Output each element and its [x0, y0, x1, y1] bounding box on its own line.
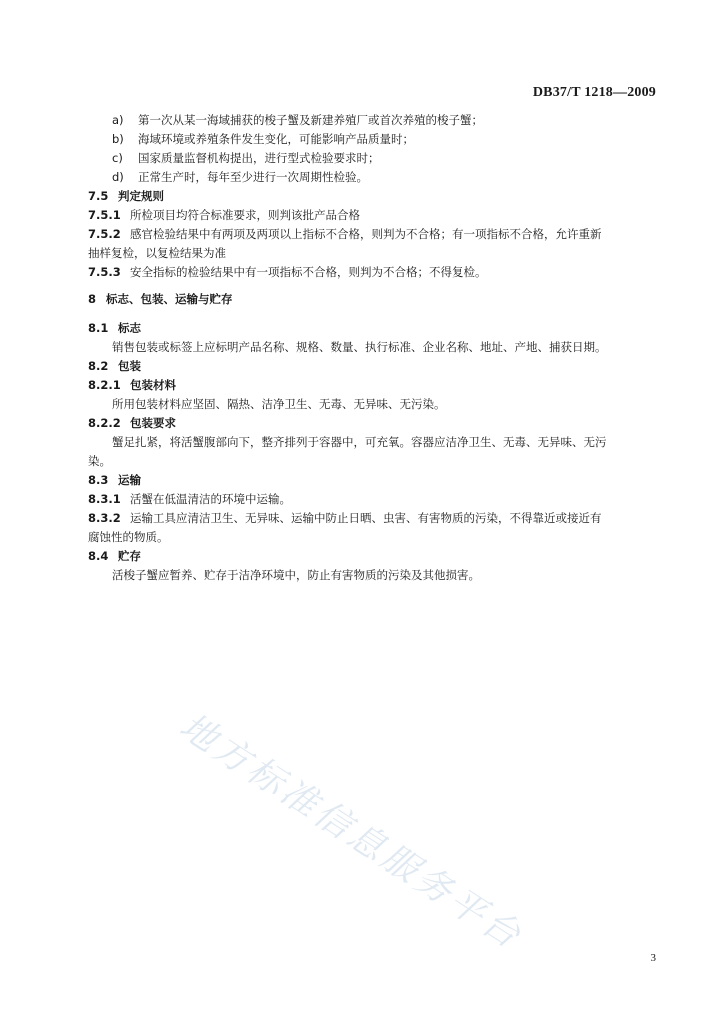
clause-text: 活蟹在低温清洁的环境中运输。: [130, 492, 291, 506]
section-heading-8-2: [88, 358, 141, 374]
section-number: 8.2.2: [88, 416, 121, 430]
section-number: 8: [88, 292, 97, 306]
paragraph-8-4: [112, 567, 480, 583]
list-item-b: [112, 131, 414, 147]
section-title: 标志、包装、运输与贮存: [106, 292, 233, 306]
section-title: 标志: [118, 321, 141, 335]
list-text: 海域环境或养殖条件发生变化，可能影响产品质量时；: [138, 132, 414, 146]
clause-number: 7.5.3: [88, 265, 121, 279]
section-number: 7.5: [88, 189, 109, 203]
list-item-a: [112, 112, 483, 128]
paragraph-8-2-1: [112, 396, 446, 412]
list-item-c: [112, 150, 380, 166]
paragraph-8-2-2-continued: [88, 453, 111, 469]
clause-text: 所检项目均符合标准要求，则判该批产品合格: [130, 208, 360, 222]
section-title: 贮存: [118, 549, 141, 563]
list-marker: d): [112, 170, 124, 184]
clause-7-5-3: [88, 264, 487, 280]
section-heading-8-3: [88, 472, 141, 488]
list-text: 正常生产时，每年至少进行一次周期性检验。: [138, 170, 368, 184]
list-text: 第一次从某一海域捕获的梭子蟹及新建养殖厂或首次养殖的梭子蟹；: [138, 113, 483, 127]
clause-7-5-2-continued: [88, 245, 226, 261]
section-number: 8.2.1: [88, 378, 121, 392]
clause-number: 8.3.2: [88, 511, 121, 525]
section-number: 8.3: [88, 473, 109, 487]
section-number: 8.4: [88, 549, 109, 563]
paragraph-text: 所用包装材料应坚固、隔热、洁净卫生、无毒、无异味、无污染。: [112, 397, 446, 411]
page-number: 3: [650, 952, 656, 964]
section-title: 包装要求: [130, 416, 176, 430]
list-text: 国家质量监督机构提出，进行型式检验要求时；: [138, 151, 380, 165]
section-heading-8-4: [88, 548, 141, 564]
clause-7-5-1: [88, 207, 360, 223]
section-heading-8-2-2: [88, 415, 176, 431]
section-title: 包装: [118, 359, 141, 373]
section-heading-8-1: [88, 320, 141, 336]
section-heading-8-2-1: [88, 377, 176, 393]
clause-text: 运输工具应清洁卫生、无异味、运输中防止日晒、虫害、有害物质的污染，不得靠近或接近有: [130, 511, 602, 525]
watermark-text: 地方标准信息服务平台: [172, 705, 531, 959]
section-title: 判定规则: [118, 189, 164, 203]
section-number: 8.1: [88, 321, 109, 335]
paragraph-text: 蟹足扎紧，将活蟹腹部向下，整齐排列于容器中，可充氧。容器应洁净卫生、无毒、无异味、无污: [112, 435, 607, 449]
paragraph-8-1: [112, 339, 607, 355]
clause-text: 腐蚀性的物质。: [88, 530, 169, 544]
list-marker: b): [112, 132, 124, 146]
section-title: 包装材料: [130, 378, 176, 392]
paragraph-8-2-2: [112, 434, 607, 450]
paragraph-text: 活梭子蟹应暂养、贮存于洁净环境中，防止有害物质的污染及其他损害。: [112, 568, 480, 582]
clause-8-3-1: [88, 491, 291, 507]
section-number: 8.2: [88, 359, 109, 373]
section-title: 运输: [118, 473, 141, 487]
clause-7-5-2: [88, 226, 602, 242]
list-marker: c): [112, 151, 123, 165]
clause-number: 8.3.1: [88, 492, 121, 506]
clause-text: 抽样复检，以复检结果为准: [88, 246, 226, 260]
clause-number: 7.5.2: [88, 227, 121, 241]
clause-text: 感官检验结果中有两项及两项以上指标不合格，则判为不合格；有一项指标不合格，允许重新: [130, 227, 602, 241]
section-heading-7-5: [88, 188, 164, 204]
list-marker: a): [112, 113, 124, 127]
section-heading-8: [88, 291, 233, 307]
paragraph-text: 染。: [88, 454, 111, 468]
document-code: DB37/T 1218—2009: [532, 85, 656, 100]
clause-8-3-2: [88, 510, 602, 526]
paragraph-text: 销售包装或标签上应标明产品名称、规格、数量、执行标准、企业名称、地址、产地、捕获日期。: [112, 340, 607, 354]
clause-number: 7.5.1: [88, 208, 121, 222]
list-item-d: [112, 169, 368, 185]
clause-8-3-2-continued: [88, 529, 169, 545]
clause-text: 安全指标的检验结果中有一项指标不合格，则判为不合格；不得复检。: [130, 265, 487, 279]
